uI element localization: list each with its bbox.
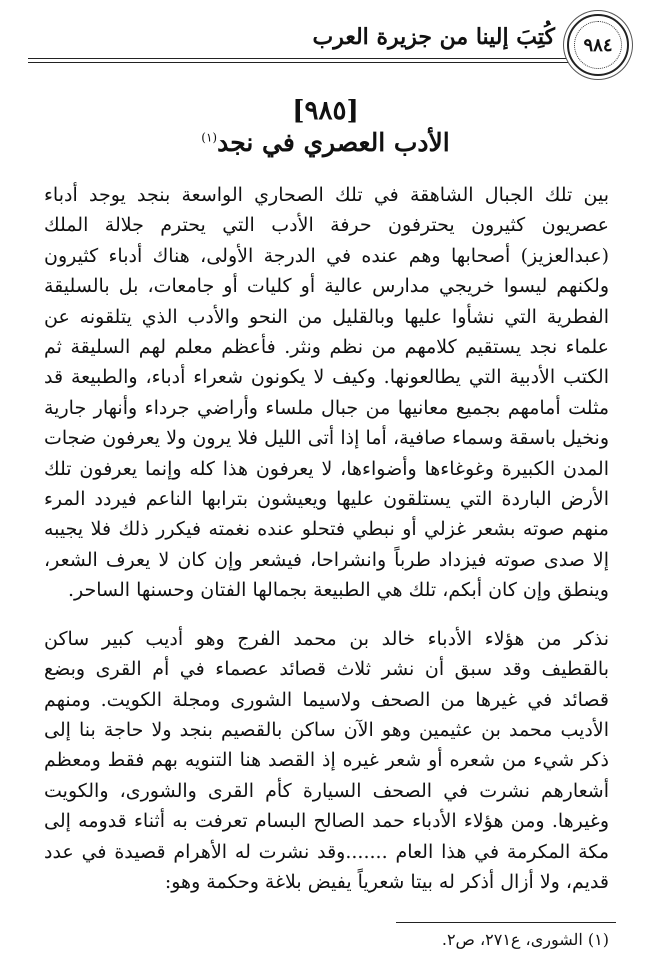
footnote-rule: [396, 922, 616, 923]
article-body: [44, 180, 609, 897]
footnote: (١) الشورى، ع٢٧١، ص٢.: [441, 930, 609, 949]
paragraph-1: بين تلك الجبال الشاهقة في تلك الصحاري الواسعة بنجد يوجد أدباء عصريون كثيرون يحترفون حرفة الأدب التي يحترم جلالة الملك (عبدالعزيز) أصحابها وهم عنده في الدرجة الأولى، هناك أدباء كثيرون ولكنهم ليسوا خريجي مدارس عالية أو كليات أو جامعات، بل بالسليقة الفطرية التي نشأوا عليها وبالقليل من النحو والأدب الذي يتلقونه عن علماء نجد يستقيم كلامهم من نظم ونثر. فأعظم معلم لهم السليقة ثم الكتب الأدبية التي يطالعونها. وكيف لا يكونون شعراء أدباء، والطبيعة قد مثلت أمامهم بجميع معانيها من جبال ملساء وأراضي جرداء وأنهار جارية ونخيل باسقة وسماء صافية، أما إذا أتى الليل فلا يرون ولا يعرفون ضجات المدن الكبيرة وغوغاءها وأضواءها، لا يعرفون هذا كله وإنما يعرفون تلك الأرض الباردة التي يستلقون عليها ويعيشون بترابها الناعم فيردد المرء منهم صوته بشعر غزلي أو نبطي فتحلو عنده نغمته فيكرر ذلك فلا يجيبه إلا صدى صوته فيزداد طرباً وانشراحا، فيشعر وإن كان لا يعرف الشعر، وينطق وإن كان أبكم، تلك هي الطبيعة بجمالها الفتان وحسنها الساحر.: [44, 184, 609, 602]
article-title: الأدب العصري في نجد: [217, 128, 450, 157]
paragraph-2: نذكر من هؤلاء الأدباء خالد بن محمد الفرج وهو أديب كبير ساكن بالقطيف وقد سبق أن نشر ثلاث قصائد عصماء في أم القرى وبضع قصائد في غيرها من الصحف ولاسيما الشورى ومجلة الكويت. ومنهم الأديب محمد بن عثيمين وهو الآن ساكن بالقصيم بنجد ولا حاجة بنا إلى ذكر شيء من شعره أو شعر غيره إذ القصد هنا التنويه بهم فقط ومعظم أشعارهم نشرت في الصحف السيارة كأم القرى والشورى، والكويت وغيرها. ومن هؤلاء الأدباء حمد الصالح البسام تعرفت به أثناء قدومه إلى مكة المكرمة في هذا العام .......وقد نشرت له الأهرام قصيدة في عدد قديم، ولا أزال أذكر له بيتا شعرياً يفيض بلاغة وحكمة وهو:: [44, 627, 609, 893]
page-number: ٩٨٤: [583, 34, 613, 56]
page-header: [28, 14, 629, 58]
footnote-marker: (١): [201, 130, 218, 145]
article-number: [٩٨٥]: [292, 96, 359, 126]
article-title-line: [0, 128, 651, 157]
header-rule-thin: [28, 62, 573, 63]
page-number-badge: [567, 14, 629, 76]
running-title: كُتِبَ إلينا من جزيرة العرب: [312, 24, 555, 50]
header-rule: [28, 58, 573, 59]
